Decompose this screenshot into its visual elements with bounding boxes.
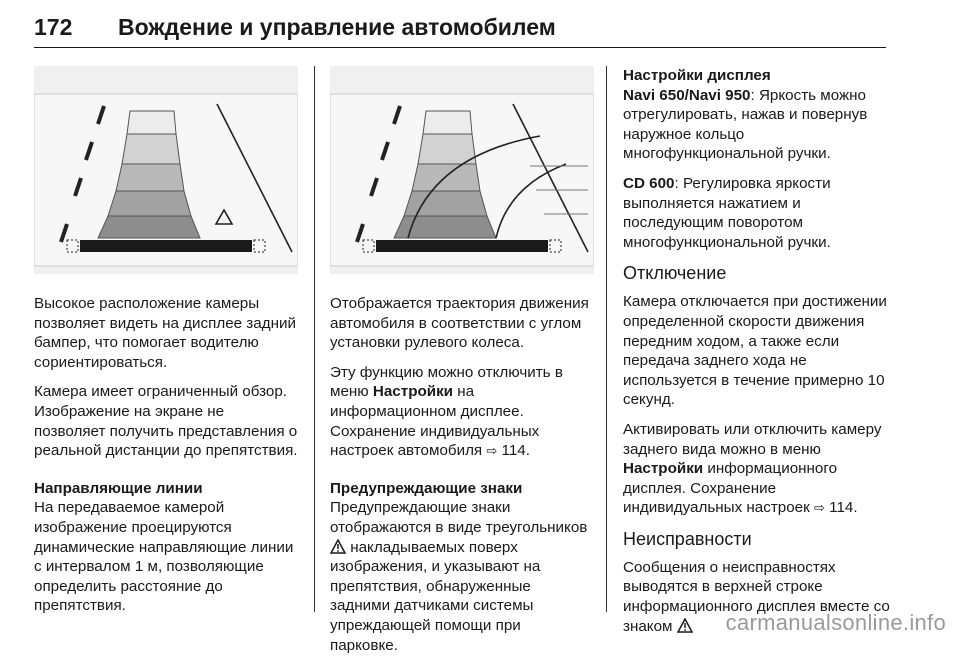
guidelines-drawing — [34, 66, 298, 274]
text-span: Эту функцию можно отключить в меню — [330, 363, 563, 401]
paragraph-camera-position: Высокое расположение камеры позволяет видеть на дисплее задний бампер, что помогает водителю сориентироваться. — [34, 295, 296, 371]
page-header — [34, 12, 886, 48]
page-reference-arrow-icon: ⇨ — [813, 500, 825, 516]
column-divider-right — [606, 66, 607, 612]
label-navi: Navi 650/Navi 950 — [623, 86, 751, 104]
column-divider-left — [314, 66, 315, 612]
text-span: Активировать или отключить камеру заднего вида можно в меню — [623, 420, 882, 458]
text-span: информационного дисплея. Сохранение индивидуальных настроек — [623, 460, 838, 517]
column-1 — [34, 66, 298, 626]
paragraph-trajectory: Отображается траектория движения автомобиля в соответствии с углом установки рулевого колеса. — [330, 295, 589, 352]
paragraph-cd600 — [623, 174, 893, 252]
page-number: 172 — [34, 14, 73, 40]
column-2 — [330, 66, 592, 665]
warning-triangle-icon — [330, 539, 346, 554]
watermark-text: carmanualsonline.info — [725, 610, 946, 635]
heading-warnings: Предупреждающие знаки — [330, 479, 523, 497]
paragraph-warnings — [330, 498, 592, 655]
paragraph-switch-off: Камера отключается при достижении определенной скорости движения передним ходом, а также если передача заднего хода не используется в течение примерно 10 секунд. — [623, 293, 887, 409]
label-cd600: CD 600 — [623, 174, 675, 192]
text-span: на информационном дисплее. Сохранение индивидуальных настроек автомобиля — [330, 383, 540, 460]
camera-trajectory-figure — [330, 66, 594, 274]
text-span: накладываемых поверх изображения, и указывают на препятствия, обнаруженные задними датчиками системы упреждающей помощи при парковке. — [330, 538, 541, 654]
paragraph-camera-limits: Камера имеет ограниченный обзор. Изображение на экране не позволяет получить представления о реальной дистанции до препятствия. — [34, 383, 298, 460]
warning-triangle-icon — [677, 618, 693, 633]
menu-name-settings: Настройки — [372, 383, 454, 401]
paragraph-navi — [623, 86, 893, 164]
text-span: Сообщения о неисправностях выводятся в верхней строке информационного дисплея вместе со знаком — [623, 558, 890, 635]
text-span: : Регулировка яркости выполняется нажатием и последующим поворотом многофункциональной ручки. — [623, 174, 831, 251]
heading-guidelines: Направляющие линии — [34, 479, 203, 497]
column-3 — [623, 66, 893, 646]
paragraph-guidelines: На передаваемое камерой изображение проецируются динамические направляющие линии с интервалом 1 м, позволяющие определить расстояние до препятствия. — [34, 499, 294, 615]
heading-faults: Неисправности — [623, 528, 752, 549]
trajectory-drawing — [330, 66, 594, 274]
camera-guidelines-figure — [34, 66, 298, 274]
page-title: Вождение и управление автомобилем — [118, 14, 556, 40]
text-span: Предупреждающие знаки отображаются в виде треугольников — [330, 499, 588, 536]
paragraph-disable-function — [330, 363, 592, 461]
heading-display-settings: Настройки дисплея — [623, 67, 771, 84]
page-reference: 114. — [501, 442, 530, 460]
page-reference: 114. — [829, 499, 858, 517]
text-span: : Яркость можно отрегулировать, нажав и повернув наружное кольцо многофункциональной ручки. — [623, 86, 868, 163]
menu-name-settings: Настройки — [623, 460, 704, 478]
heading-switch-off: Отключение — [623, 263, 727, 284]
page-reference-arrow-icon: ⇨ — [486, 443, 498, 459]
paragraph-activate — [623, 420, 893, 518]
